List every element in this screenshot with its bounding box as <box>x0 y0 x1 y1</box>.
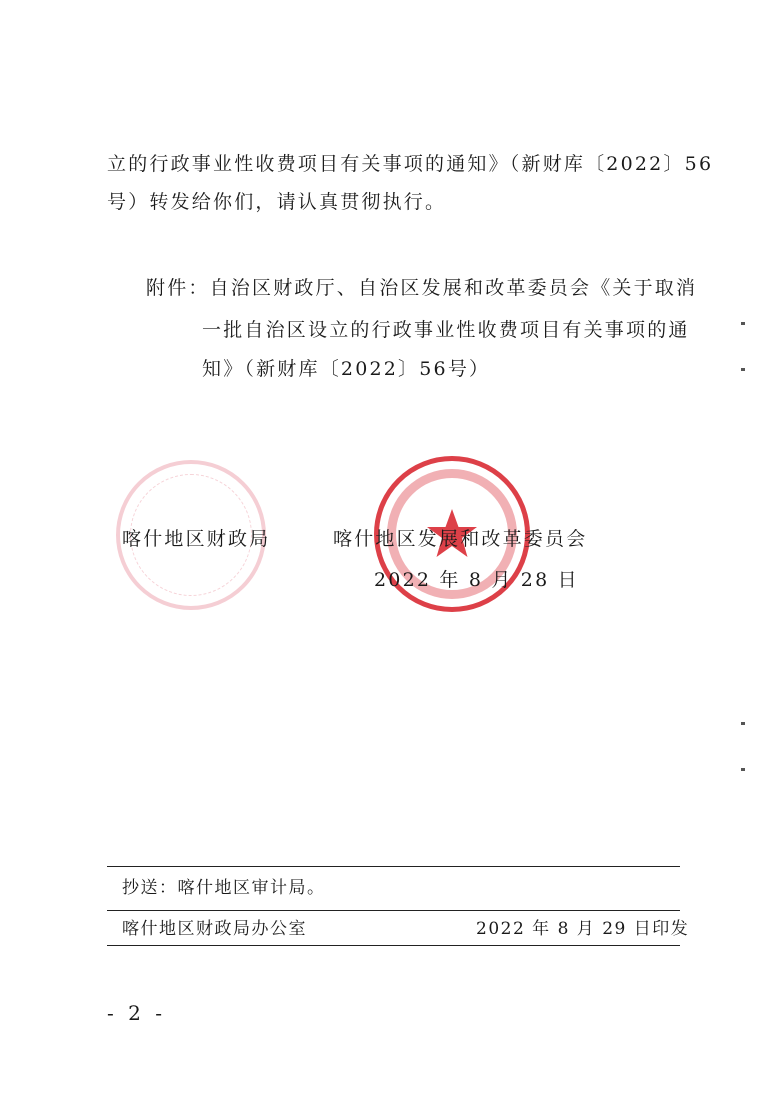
footer-rule-bottom <box>107 945 680 946</box>
attachment-line-1: 附件：自治区财政厅、自治区发展和改革委员会《关于取消 <box>146 277 698 299</box>
attachment-line-3: 知》（新财库〔2022〕56号） <box>202 358 491 380</box>
issuer-development-reform: 喀什地区发展和改革委员会 <box>333 528 588 550</box>
scan-mark <box>741 322 745 325</box>
body-text-line-1: 立的行政事业性收费项目有关事项的通知》（新财库〔2022〕56 <box>107 153 714 175</box>
signature-date: 2022 年 8 月 28 日 <box>374 569 579 591</box>
issuing-office: 喀什地区财政局办公室 <box>122 919 307 939</box>
scan-mark <box>741 368 745 371</box>
page-number: - 2 - <box>107 1001 166 1025</box>
attachment-line-2: 一批自治区设立的行政事业性收费项目有关事项的通 <box>202 319 690 341</box>
footer-rule-top <box>107 866 680 867</box>
scan-mark <box>741 722 745 725</box>
issuer-finance-bureau: 喀什地区财政局 <box>122 528 271 550</box>
print-date: 2022 年 8 月 29 日印发 <box>476 919 690 939</box>
cc-line: 抄送：喀什地区审计局。 <box>122 878 326 898</box>
footer-rule-middle <box>107 910 680 911</box>
scan-mark <box>741 768 745 771</box>
body-text-line-2: 号）转发给你们，请认真贯彻执行。 <box>107 191 447 213</box>
